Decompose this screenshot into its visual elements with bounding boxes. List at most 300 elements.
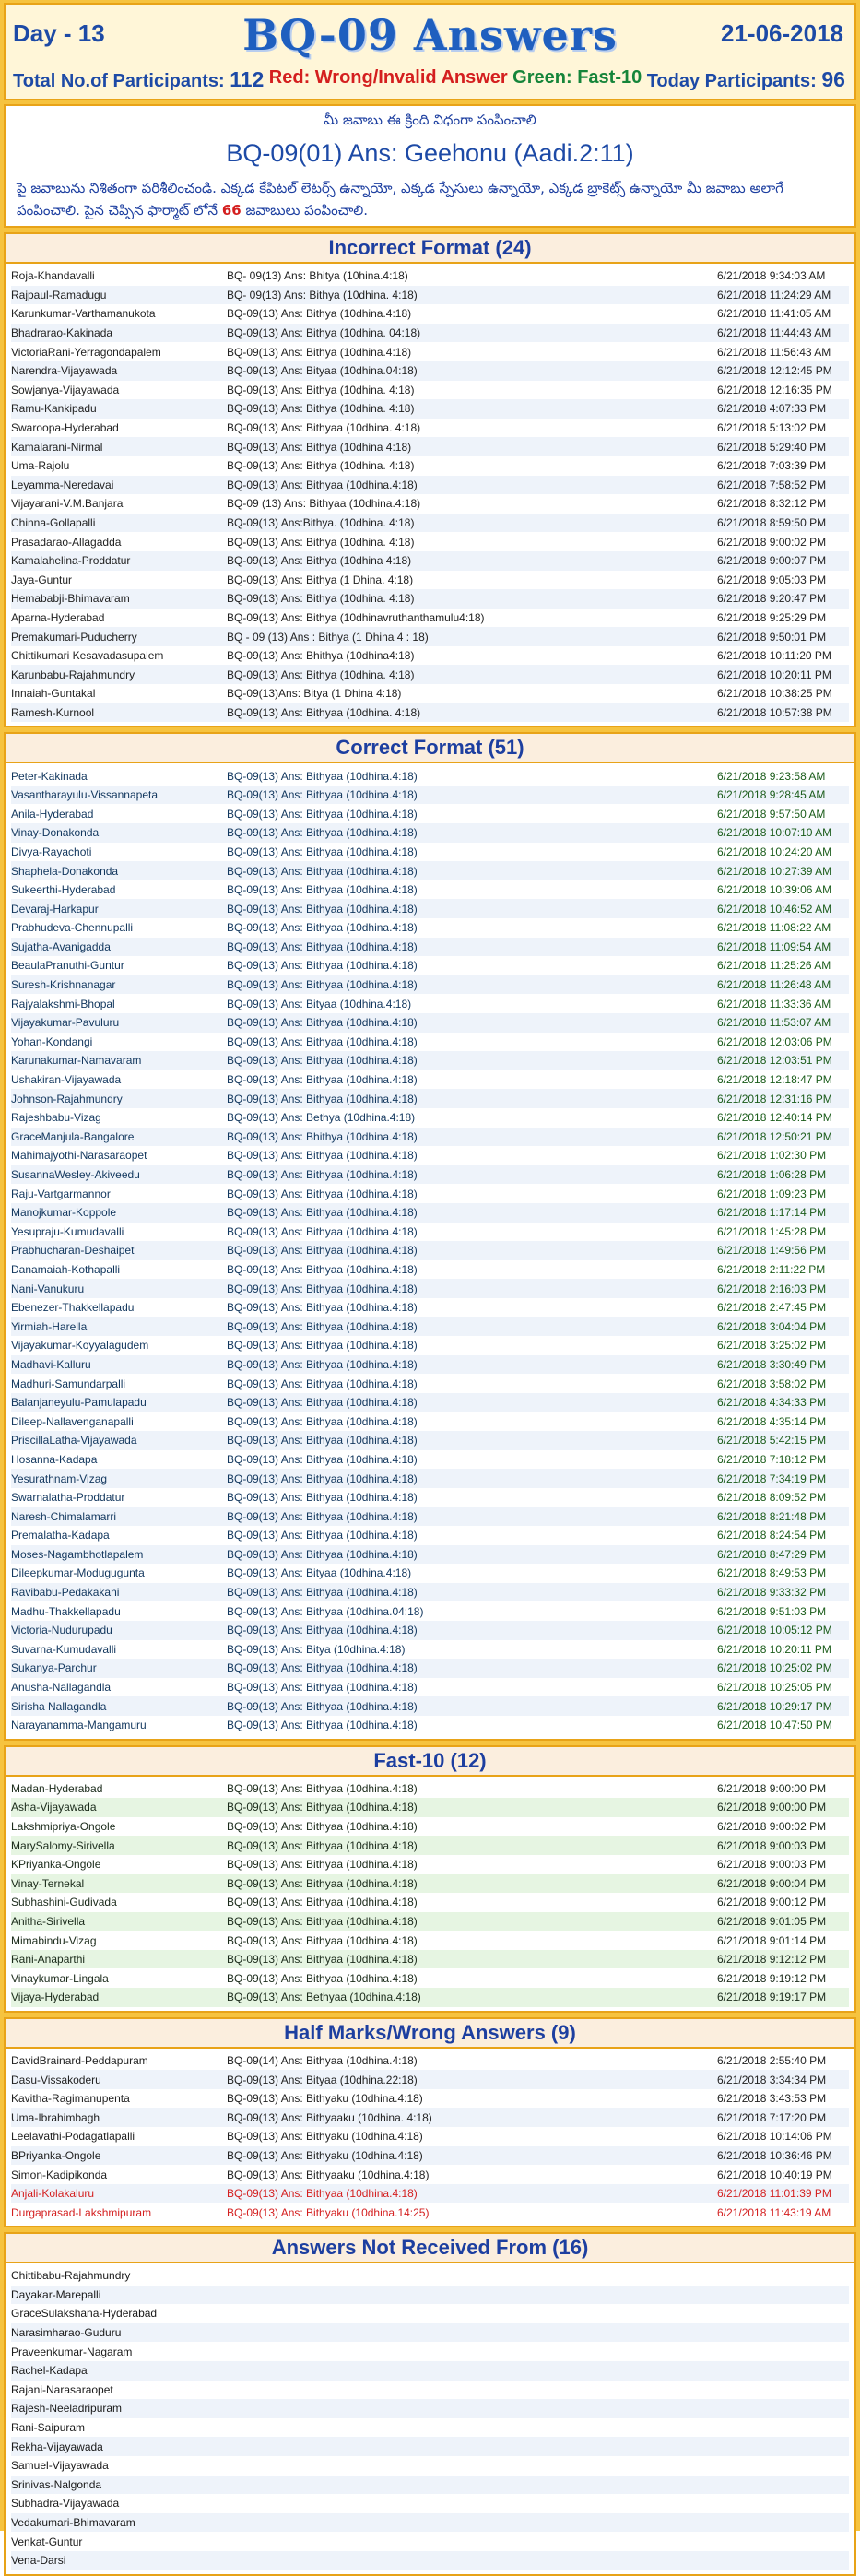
participant-answer: BQ-09(13) Ans: Bithyaa (10dhina.4:18)	[227, 978, 418, 992]
participant-answer: BQ-09(13) Ans: Bithyaa (10dhina.4:18)	[227, 1858, 418, 1872]
table-row	[11, 1564, 849, 1583]
table-row	[11, 381, 849, 400]
submission-time: 6/21/2018 8:24:54 PM	[717, 1529, 827, 1542]
participant-answer: BQ-09 (13) Ans: Bithyaa (10dhina.4:18)	[227, 497, 421, 511]
submission-time: 6/21/2018 1:17:14 PM	[717, 1206, 827, 1220]
section-title-wrong: Half Marks/Wrong Answers (9)	[4, 2017, 856, 2049]
table-row	[11, 342, 849, 361]
participant-name: Manojkumar-Koppole	[11, 1206, 117, 1220]
submission-time: 6/21/2018 9:34:03 AM	[717, 269, 826, 283]
participant-answer: BQ-09(13) Ans: Bithyaa (10dhina.4:18)	[227, 1034, 418, 1048]
participant-answer: BQ-09(13) Ans: Bithya (10dhina. 4:18)	[227, 535, 415, 549]
submission-time: 6/21/2018 1:09:23 PM	[717, 1187, 827, 1200]
table-row	[11, 2146, 849, 2166]
table-row	[11, 1128, 849, 1147]
participant-name: Vedakumari-Bhimavaram	[11, 2516, 135, 2530]
participant-name: Swaroopa-Hyderabad	[11, 421, 119, 435]
participant-name: Sowjanya-Vijayawada	[11, 383, 120, 396]
submission-time: 6/21/2018 10:25:02 PM	[717, 1661, 832, 1675]
table-row	[11, 1779, 849, 1799]
participant-name: Vinaykumar-Lingala	[11, 1971, 109, 1985]
participant-answer: BQ-09(13) Ans: Bityaa (10dhina.04:18)	[227, 364, 418, 378]
submission-time: 6/21/2018 8:49:53 PM	[717, 1566, 827, 1580]
participant-answer: BQ-09(13) Ans: Bithyaa (10dhina.4:18)	[227, 1838, 418, 1852]
table-row	[11, 2051, 849, 2071]
participant-name: Rajyalakshmi-Bhopal	[11, 997, 115, 1010]
table-row	[11, 1469, 849, 1488]
participant-answer: BQ-09(13) Ans: Bithyaku (10dhina.4:18)	[227, 2148, 423, 2162]
participant-name: Naresh-Chimalamarri	[11, 1509, 117, 1523]
participant-answer: BQ-09(13) Ans: Bithyaa (10dhina.4:18)	[227, 1933, 418, 1947]
participant-name: GraceSulakshana-Hyderabad	[11, 2307, 158, 2321]
submission-time: 6/21/2018 10:40:19 PM	[717, 2168, 832, 2181]
submission-time: 6/21/2018 9:00:03 PM	[717, 1838, 827, 1852]
table-row	[11, 1950, 849, 1969]
table-row	[11, 2203, 849, 2222]
participant-answer: BQ-09(13) Ans: Bithyaa (10dhina.4:18)	[227, 959, 418, 973]
table-row	[11, 1203, 849, 1223]
table-row	[11, 1393, 849, 1412]
table-row	[11, 2089, 849, 2109]
participant-name: Bhadrarao-Kakinada	[11, 326, 113, 340]
participant-answer: BQ-09(13) Ans: Bithyaa (10dhina.4:18)	[227, 1914, 418, 1928]
format-note-part2: జవాబులు పంపించాలి.	[245, 202, 369, 219]
today-label: Today Participants:	[646, 71, 817, 91]
participant-name: Anusha-Nallagandla	[11, 1681, 112, 1695]
participant-answer: BQ-09(13) Ans: Bithya (10dhina 4:18)	[227, 554, 412, 568]
table-row	[11, 1968, 849, 1988]
table-row	[11, 1355, 849, 1375]
participant-answer: BQ-09(13) Ans: Bithyaa (10dhina.4:18)	[227, 1206, 418, 1220]
participant-answer: BQ-09(13) Ans: Bithyaa (10dhina.4:18)	[227, 1149, 418, 1163]
submission-time: 6/21/2018 9:00:03 PM	[717, 1858, 827, 1872]
participant-name: Leelavathi-Podagatlapalli	[11, 2130, 135, 2144]
submission-time: 6/21/2018 5:13:02 PM	[717, 421, 827, 435]
table-row	[11, 2286, 849, 2305]
participant-name: Madan-Hyderabad	[11, 1781, 103, 1795]
participant-name: Ebenezer-Thakkellapadu	[11, 1301, 135, 1315]
participant-name: Dayakar-Marepalli	[11, 2287, 101, 2301]
section-title-incorrect: Incorrect Format (24)	[4, 232, 856, 264]
table-row	[11, 2494, 849, 2513]
section-title-correct: Correct Format (51)	[4, 732, 856, 763]
participant-name: Vijaya-Hyderabad	[11, 1991, 100, 2004]
participant-name: Shaphela-Donakonda	[11, 864, 119, 878]
participant-name: Chittibabu-Rajahmundry	[11, 2269, 131, 2283]
participant-name: Karunakumar-Namavaram	[11, 1054, 142, 1068]
participant-answer: BQ-09(13) Ans: Bithyaa (10dhina.4:18)	[227, 1953, 418, 1967]
participant-answer: BQ-09(13) Ans: Bithyaa (10dhina.4:18)	[227, 1396, 418, 1410]
table-row	[11, 456, 849, 476]
submission-time: 6/21/2018 12:03:51 PM	[717, 1054, 832, 1068]
participant-answer: BQ-09(13) Ans: Bithyaku (10dhina.14:25)	[227, 2205, 430, 2219]
participant-name: Madhavi-Kalluru	[11, 1357, 91, 1371]
participant-answer: BQ-09(13) Ans: Bithyaa (10dhina.4:18)	[227, 1896, 418, 1909]
submission-time: 6/21/2018 11:24:29 AM	[717, 288, 831, 301]
table-row	[11, 324, 849, 343]
participant-answer: BQ-09(13) Ans: Bithya (10dhina.4:18)	[227, 345, 412, 359]
submission-time: 6/21/2018 3:04:04 PM	[717, 1319, 827, 1333]
participant-answer: BQ-09(14) Ans: Bithyaa (10dhina.4:18)	[227, 2053, 418, 2067]
participant-name: Simon-Kadipikonda	[11, 2168, 108, 2181]
table-row	[11, 2532, 849, 2551]
table-row	[11, 1601, 849, 1621]
submission-time: 6/21/2018 2:11:22 PM	[717, 1262, 826, 1276]
participant-answer: BQ-09(13) Ans: Bithyaa (10dhina.4:18)	[227, 1971, 418, 1985]
submission-time: 6/21/2018 10:27:39 AM	[717, 864, 832, 878]
participant-name: Ramesh-Kurnool	[11, 705, 95, 719]
table-row	[11, 1223, 849, 1242]
submission-time: 6/21/2018 10:24:20 AM	[717, 845, 832, 858]
participant-answer: BQ-09(13) Ans: Bithyaa (10dhina.4:18)	[227, 1016, 418, 1030]
submission-time: 6/21/2018 11:01:39 PM	[717, 2187, 831, 2201]
table-row	[11, 2513, 849, 2533]
participant-answer: BQ-09(13) Ans: Bithya (10dhina. 04:18)	[227, 326, 421, 340]
submission-time: 6/21/2018 2:55:40 PM	[717, 2053, 827, 2067]
submission-time: 6/21/2018 11:09:54 AM	[717, 939, 831, 953]
submission-time: 6/21/2018 12:31:16 PM	[717, 1092, 832, 1105]
submission-time: 6/21/2018 1:02:30 PM	[717, 1149, 827, 1163]
table-row	[11, 1412, 849, 1431]
participant-answer: BQ-09(13) Ans: Bithyaa (10dhina.4:18)	[227, 1681, 418, 1695]
submission-time: 6/21/2018 10:05:12 PM	[717, 1624, 832, 1637]
participant-name: Vijayakumar-Koyyalagudem	[11, 1339, 149, 1353]
participant-name: Narasimharao-Guduru	[11, 2326, 122, 2340]
participant-answer: BQ-09(13) Ans: Bithya (10dhina. 4:18)	[227, 668, 415, 681]
submission-time: 6/21/2018 9:01:05 PM	[717, 1914, 827, 1928]
table-row	[11, 1678, 849, 1697]
table-row	[11, 627, 849, 646]
participant-name: GraceManjula-Bangalore	[11, 1129, 135, 1143]
participant-name: MarySalomy-Sirivella	[11, 1838, 115, 1852]
submission-time: 6/21/2018 7:03:39 PM	[717, 459, 827, 473]
table-row	[11, 994, 849, 1013]
participant-name: Sukeerthi-Hyderabad	[11, 883, 116, 897]
participant-name: Ramu-Kankipadu	[11, 402, 97, 416]
participant-name: Balanjaneyulu-Pamulapadu	[11, 1396, 147, 1410]
answer-instruction: మీ జవాబు ఈ క్రింది విధంగా పంపించాలి	[324, 112, 536, 128]
participant-answer: BQ-09(13) Ans: Bithyaa (10dhina.4:18)	[227, 807, 418, 821]
table-row	[11, 1621, 849, 1640]
participant-name: Roja-Khandavalli	[11, 269, 95, 283]
submission-time: 6/21/2018 3:34:34 PM	[717, 2073, 827, 2086]
participant-answer: BQ-09(13) Ans: Bithyaa (10dhina.4:18)	[227, 1357, 418, 1371]
participant-answer: BQ-09(13) Ans: Bhithya (10dhina4:18)	[227, 649, 415, 663]
participant-answer: BQ-09(13) Ans: Bithyaa (10dhina.4:18)	[227, 1224, 418, 1238]
participant-answer: BQ-09(13) Ans: Bithyaa (10dhina.4:18)	[227, 1452, 418, 1466]
participant-name: Premakumari-Puducherry	[11, 630, 137, 644]
table-row	[11, 1836, 849, 1855]
participant-name: Mahimajyothi-Narasaraopet	[11, 1149, 147, 1163]
participant-answer: BQ-09(13) Ans: Bithya (10dhina. 4:18)	[227, 383, 415, 396]
submission-time: 6/21/2018 9:50:01 PM	[717, 630, 827, 644]
participant-answer: BQ-09(13) Ans: Bithyaa (10dhina.4:18)	[227, 1054, 418, 1068]
wrong-list	[4, 2049, 856, 2227]
table-row	[11, 1640, 849, 1660]
page-title: BQ-09 Answers	[242, 10, 618, 60]
submission-time: 6/21/2018 10:47:50 PM	[717, 1719, 832, 1732]
not-received-list	[4, 2263, 856, 2576]
table-row	[11, 1184, 849, 1203]
submission-time: 6/21/2018 8:09:52 PM	[717, 1491, 827, 1505]
table-row	[11, 861, 849, 880]
table-row	[11, 1260, 849, 1280]
participant-name: SusannaWesley-Akiveedu	[11, 1168, 140, 1182]
participant-answer: BQ-09(13) Ans: Bithyaa (10dhina.4:18)	[227, 921, 418, 935]
submission-time: 6/21/2018 11:33:36 AM	[717, 997, 831, 1010]
total-value: 112	[230, 67, 265, 91]
participant-answer: BQ-09(13) Ans: Bithyaku (10dhina.4:18)	[227, 2130, 423, 2144]
participant-answer: BQ-09(13) Ans: Bithyaa (10dhina.4:18)	[227, 1624, 418, 1637]
participant-name: Prabhucharan-Deshaipet	[11, 1244, 135, 1258]
submission-time: 6/21/2018 11:44:43 AM	[717, 326, 831, 340]
table-row	[11, 2266, 849, 2286]
table-row	[11, 2361, 849, 2381]
table-row	[11, 1659, 849, 1678]
participant-answer: BQ-09(13) Ans: Bityaa (10dhina.4:18)	[227, 997, 412, 1010]
participant-name: Rajeshbabu-Vizag	[11, 1111, 101, 1125]
table-row	[11, 2108, 849, 2127]
participant-name: VictoriaRani-Yerragondapalem	[11, 345, 161, 359]
submission-time: 6/21/2018 9:12:12 PM	[717, 1953, 827, 1967]
submission-time: 6/21/2018 10:25:05 PM	[717, 1681, 832, 1695]
participant-answer: BQ-09(13) Ans: Bithyaa (10dhina.4:18)	[227, 1661, 418, 1675]
submission-time: 6/21/2018 10:39:06 AM	[717, 883, 832, 897]
table-row	[11, 786, 849, 805]
table-row	[11, 1089, 849, 1108]
participant-answer: BQ-09(13) Ans:Bithya. (10dhina. 4:18)	[227, 516, 415, 530]
participant-answer: BQ-09(13) Ans: Bithyaa (10dhina.4:18)	[227, 1509, 418, 1523]
table-row	[11, 419, 849, 438]
section-title-fast: Fast-10 (12)	[4, 1745, 856, 1777]
table-row	[11, 1374, 849, 1393]
submission-time: 6/21/2018 10:29:17 PM	[717, 1699, 832, 1713]
table-row	[11, 2184, 849, 2204]
submission-time: 6/21/2018 9:01:14 PM	[717, 1933, 827, 1947]
format-note	[17, 177, 843, 221]
participant-answer: BQ-09(13) Ans: Bithyaa (10dhina.04:18)	[227, 1604, 424, 1618]
participant-answer: BQ-09(13) Ans: Bithya (10dhina.4:18)	[227, 307, 412, 321]
submission-time: 6/21/2018 4:07:33 PM	[717, 402, 827, 416]
participant-name: Subhashini-Gudivada	[11, 1896, 117, 1909]
table-row	[11, 2476, 849, 2495]
table-row	[11, 823, 849, 843]
participant-name: Jaya-Guntur	[11, 573, 73, 586]
participant-name: Kamalahelina-Proddatur	[11, 554, 131, 568]
participant-answer: BQ-09(13) Ans: Bithyaa (10dhina.4:18)	[227, 1073, 418, 1087]
submission-time: 6/21/2018 3:25:02 PM	[717, 1339, 827, 1353]
submission-time: 6/21/2018 1:45:28 PM	[717, 1224, 827, 1238]
participant-answer: BQ-09(13) Ans: Bithyaa (10dhina.4:18)	[227, 1244, 418, 1258]
table-row	[11, 1507, 849, 1526]
table-row	[11, 766, 849, 786]
submission-time: 6/21/2018 9:00:00 PM	[717, 1781, 827, 1795]
table-row	[11, 1146, 849, 1165]
header	[4, 3, 856, 100]
participant-name: Madhu-Thakkellapadu	[11, 1604, 121, 1618]
participant-name: Chinna-Gollapalli	[11, 516, 96, 530]
table-row	[11, 266, 849, 286]
submission-time: 6/21/2018 8:21:48 PM	[717, 1509, 827, 1523]
submission-time: 6/21/2018 10:57:38 PM	[717, 705, 832, 719]
submission-time: 6/21/2018 9:28:45 AM	[717, 788, 826, 802]
submission-time: 6/21/2018 12:18:47 PM	[717, 1073, 832, 1087]
table-row	[11, 918, 849, 938]
table-row	[11, 1583, 849, 1602]
submission-time: 6/21/2018 9:00:02 PM	[717, 1820, 827, 1834]
table-row	[11, 956, 849, 975]
table-row	[11, 2323, 849, 2343]
participant-name: Kamalarani-Nirmal	[11, 440, 103, 454]
table-row	[11, 1716, 849, 1735]
participant-name: DavidBrainard-Peddapuram	[11, 2053, 148, 2067]
participant-name: Dasu-Vissakoderu	[11, 2073, 101, 2086]
table-row	[11, 589, 849, 609]
table-row	[11, 646, 849, 666]
table-row	[11, 2304, 849, 2323]
participant-name: Yesurathnam-Vizag	[11, 1471, 108, 1485]
submission-time: 6/21/2018 1:49:56 PM	[717, 1244, 827, 1258]
participant-name: Victoria-Nudurupadu	[11, 1624, 112, 1637]
participant-answer: BQ-09(13) Ans: Bithyaa (10dhina.4:18)	[227, 1471, 418, 1485]
table-row	[11, 2127, 849, 2146]
submission-time: 6/21/2018 5:42:15 PM	[717, 1434, 827, 1448]
participant-answer: BQ-09(13) Ans: Bityaa (10dhina.22:18)	[227, 2073, 418, 2086]
submission-time: 6/21/2018 11:08:22 AM	[717, 921, 831, 935]
submission-time: 6/21/2018 10:20:11 PM	[717, 668, 831, 681]
submission-time: 6/21/2018 11:41:05 AM	[717, 307, 831, 321]
table-row	[11, 1013, 849, 1033]
table-row	[11, 609, 849, 628]
participant-answer: BQ-09(13) Ans: Bithyaa (10dhina.4:18)	[227, 939, 418, 953]
participant-answer: BQ-09(13) Ans: Bithya (10dhinavruthanthamulu4:18)	[227, 610, 485, 624]
participant-name: Uma-Rajolu	[11, 459, 70, 473]
table-row	[11, 2456, 849, 2476]
participant-name: Narayanamma-Mangamuru	[11, 1719, 147, 1732]
participant-name: Samuel-Vijayawada	[11, 2459, 109, 2473]
participant-answer: BQ-09(13) Ans: Bithyaa (10dhina.4:18)	[227, 1301, 418, 1315]
participant-name: Praveenkumar-Nagaram	[11, 2345, 133, 2358]
participant-answer: BQ-09(13) Ans: Bithyaa (10dhina.4:18)	[227, 1339, 418, 1353]
table-row	[11, 2551, 849, 2570]
participant-answer: BQ-09(13) Ans: Bithyaku (10dhina.4:18)	[227, 2092, 423, 2106]
submission-time: 6/21/2018 7:17:20 PM	[717, 2110, 827, 2124]
table-row	[11, 1241, 849, 1260]
table-row	[11, 1108, 849, 1128]
submission-time: 6/21/2018 10:20:11 PM	[717, 1642, 831, 1656]
total-label: Total No.of Participants:	[13, 71, 225, 91]
submission-time: 6/21/2018 11:56:43 AM	[717, 345, 831, 359]
participant-name: Narendra-Vijayawada	[11, 364, 118, 378]
submission-time: 6/21/2018 9:57:50 AM	[717, 807, 826, 821]
participant-name: Rajani-Narasaraopet	[11, 2382, 113, 2396]
total-participants	[13, 67, 264, 92]
participant-name: Yesupraju-Kumudavalli	[11, 1224, 124, 1238]
participant-answer: BQ-09(13) Ans: Bithyaaku (10dhina. 4:18)	[227, 2110, 432, 2124]
participant-answer: BQ-09(13) Ans: Bithyaa (10dhina.4:18)	[227, 1719, 418, 1732]
participant-name: Venkat-Guntur	[11, 2535, 83, 2548]
table-row	[11, 532, 849, 551]
table-row	[11, 703, 849, 723]
participant-name: Premalatha-Kadapa	[11, 1529, 110, 1542]
table-row	[11, 1988, 849, 2007]
participant-name: Uma-Ibrahimbagh	[11, 2110, 100, 2124]
submission-time: 6/21/2018 11:43:19 AM	[717, 2205, 831, 2219]
participant-name: Dileepkumar-Modugugunta	[11, 1566, 145, 1580]
table-row	[11, 1488, 849, 1507]
participant-name: Subhadra-Vijayawada	[11, 2497, 120, 2511]
participant-name: Kavitha-Ragimanupenta	[11, 2092, 130, 2106]
table-row	[11, 1298, 849, 1318]
submission-time: 6/21/2018 10:07:10 AM	[717, 826, 832, 840]
table-row	[11, 1526, 849, 1545]
participant-name: Leyamma-Neredavai	[11, 478, 114, 491]
table-row	[11, 1431, 849, 1450]
table-row	[11, 2165, 849, 2184]
participant-name: Madhuri-Samundarpalli	[11, 1377, 126, 1390]
participant-answer: BQ-09(13) Ans: Bityaa (10dhina.4:18)	[227, 1566, 412, 1580]
table-row	[11, 665, 849, 684]
submission-time: 6/21/2018 12:40:14 PM	[717, 1111, 832, 1125]
participant-answer: BQ-09(13) Ans: Bithyaa (10dhina.4:18)	[227, 1876, 418, 1890]
participant-name: Asha-Vijayawada	[11, 1801, 97, 1814]
table-row	[11, 304, 849, 324]
table-row	[11, 2418, 849, 2438]
submission-time: 6/21/2018 9:05:03 PM	[717, 573, 827, 586]
table-row	[11, 684, 849, 703]
participant-name: Hosanna-Kadapa	[11, 1452, 98, 1466]
table-row	[11, 843, 849, 862]
participant-answer: BQ-09(13) Ans: Bithyaa (10dhina.4:18)	[227, 1377, 418, 1390]
participant-name: Vijayakumar-Pavuluru	[11, 1016, 120, 1030]
submission-time: 6/21/2018 1:06:28 PM	[717, 1168, 827, 1182]
submission-time: 6/21/2018 5:29:40 PM	[717, 440, 827, 454]
participant-answer: BQ-09(13) Ans: Bithyaa (10dhina.4:18)	[227, 1434, 418, 1448]
submission-time: 6/21/2018 3:43:53 PM	[717, 2092, 827, 2106]
participant-name: BPriyanka-Ongole	[11, 2148, 101, 2162]
table-row	[11, 2070, 849, 2089]
date-label: 21-06-2018	[721, 19, 843, 47]
participant-name: Vinay-Ternekal	[11, 1876, 85, 1890]
participant-name: Suvarna-Kumudavalli	[11, 1642, 117, 1656]
submission-time: 6/21/2018 10:11:20 PM	[717, 649, 831, 663]
table-row	[11, 1070, 849, 1090]
participant-answer: BQ-09(13) Ans: Bithyaa (10dhina.4:18)	[227, 845, 418, 858]
table-row	[11, 1912, 849, 1932]
submission-time: 6/21/2018 9:00:12 PM	[717, 1896, 827, 1909]
participant-name: Swarnalatha-Proddatur	[11, 1491, 125, 1505]
participant-answer: BQ-09(13) Ans: Bithyaa (10dhina.4:18)	[227, 1319, 418, 1333]
fast-list	[4, 1777, 856, 2013]
participant-name: Rachel-Kadapa	[11, 2364, 88, 2378]
submission-time: 6/21/2018 10:36:46 PM	[717, 2148, 832, 2162]
format-note-count: 66	[221, 202, 242, 219]
participant-name: Durgaprasad-Lakshmipuram	[11, 2205, 152, 2219]
submission-time: 6/21/2018 3:30:49 PM	[717, 1357, 827, 1371]
participant-name: PriscillaLatha-Vijayawada	[11, 1434, 137, 1448]
participant-name: Dileep-Nallavenganapalli	[11, 1414, 134, 1428]
submission-time: 6/21/2018 3:58:02 PM	[717, 1377, 827, 1390]
participant-name: Karunbabu-Rajahmundry	[11, 668, 135, 681]
participant-name: Anila-Hyderabad	[11, 807, 94, 821]
table-row	[11, 880, 849, 900]
participant-answer: BQ-09(13) Ans: Bithyaa (10dhina.4:18)	[227, 1547, 418, 1561]
today-participants	[647, 67, 845, 92]
participant-answer: BQ-09(13) Ans: Bithyaa (10dhina.4:18)	[227, 1781, 418, 1795]
participant-name: KPriyanka-Ongole	[11, 1858, 101, 1872]
participant-name: Rani-Anaparthi	[11, 1953, 86, 1967]
submission-time: 6/21/2018 2:16:03 PM	[717, 1282, 827, 1295]
